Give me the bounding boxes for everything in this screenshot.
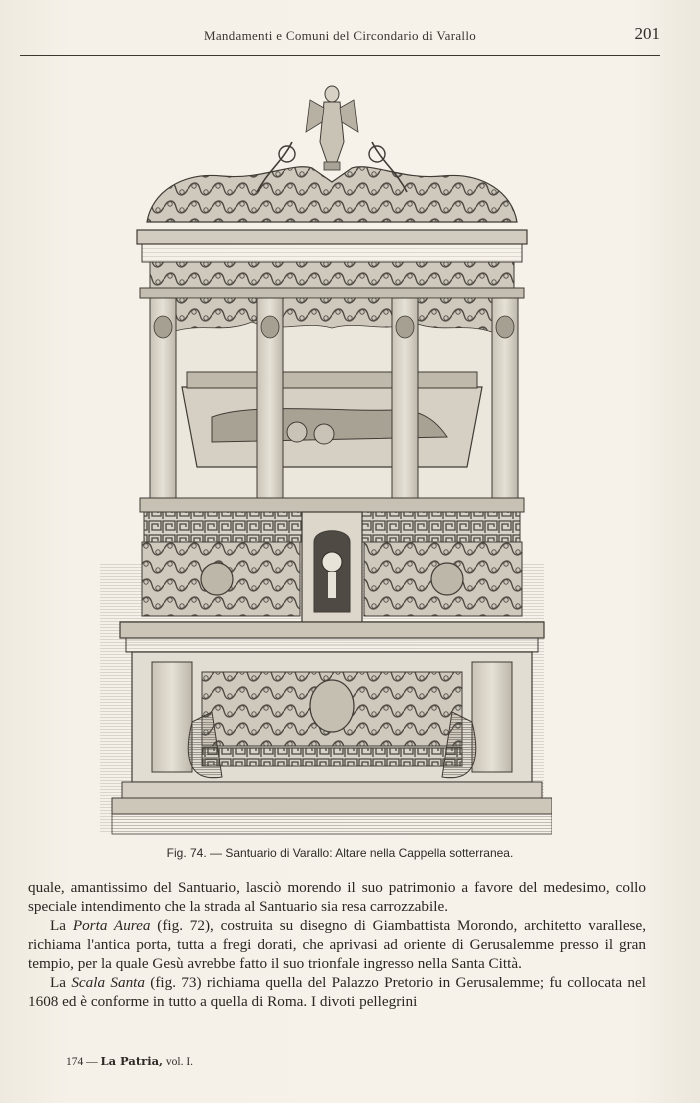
body-text xyxy=(28,878,646,1011)
altar-step-upper xyxy=(122,782,542,798)
signature-mark: 174 — xyxy=(66,1056,101,1068)
p2-italic-title: Porta Aurea xyxy=(72,917,151,934)
paragraph-3 xyxy=(28,973,646,1011)
paragraph-1: quale, amantissimo del Santuario, lasciò morendo il suo patrimonio a favore del medesimo, collo speciale intendimento che la strada al Santuario sia resa carrozzabile. xyxy=(28,879,646,915)
altar-step-lower xyxy=(112,798,552,814)
antependium xyxy=(132,652,532,782)
page-number: 201 xyxy=(634,24,660,43)
publication-title: La Patria, xyxy=(100,1054,164,1068)
angel-statue xyxy=(306,86,358,170)
upper-cornice-band xyxy=(142,244,522,262)
p3-lead: La xyxy=(50,974,72,991)
running-head xyxy=(20,24,660,46)
page-footer xyxy=(66,1054,193,1068)
paragraph-2 xyxy=(28,916,646,973)
altar-engraving xyxy=(92,72,552,838)
p3-rest: (fig. 73) richiama quella del Palazzo Pretorio in Gerusalemme; fu collocata nel 1608 ed è conforme in tutto a quella di Roma. I divoti pellegrini xyxy=(28,974,646,1010)
tabernacle-niche xyxy=(302,512,362,622)
header-rule xyxy=(20,55,660,56)
figure-caption: Fig. 74. — Santuario di Varallo: Altare nella Cappella sotterranea. xyxy=(166,846,514,860)
p2-lead: La xyxy=(50,917,73,934)
p2-rest: (fig. 72), costruita su disegno di Giambattista Morondo, architetto varallese, richiama l'antica porta, tutta a fregi dorati, che aprivasi ad oriente di Gerusalemme presso il gran tempio, per la quale Gesù avrebbe fatto il suo trionfale ingresso nella Santa Città. xyxy=(28,917,647,972)
volume-label: vol. I. xyxy=(163,1056,194,1068)
running-title: Mandamenti e Comuni del Circondario di Varallo xyxy=(203,28,477,43)
engraving-figure xyxy=(92,72,552,838)
p3-italic-title: Scala Santa xyxy=(71,974,145,991)
upper-cornice xyxy=(137,230,527,244)
sarcophagus xyxy=(182,372,482,467)
altar-table-top xyxy=(120,622,544,638)
frieze xyxy=(150,262,514,288)
